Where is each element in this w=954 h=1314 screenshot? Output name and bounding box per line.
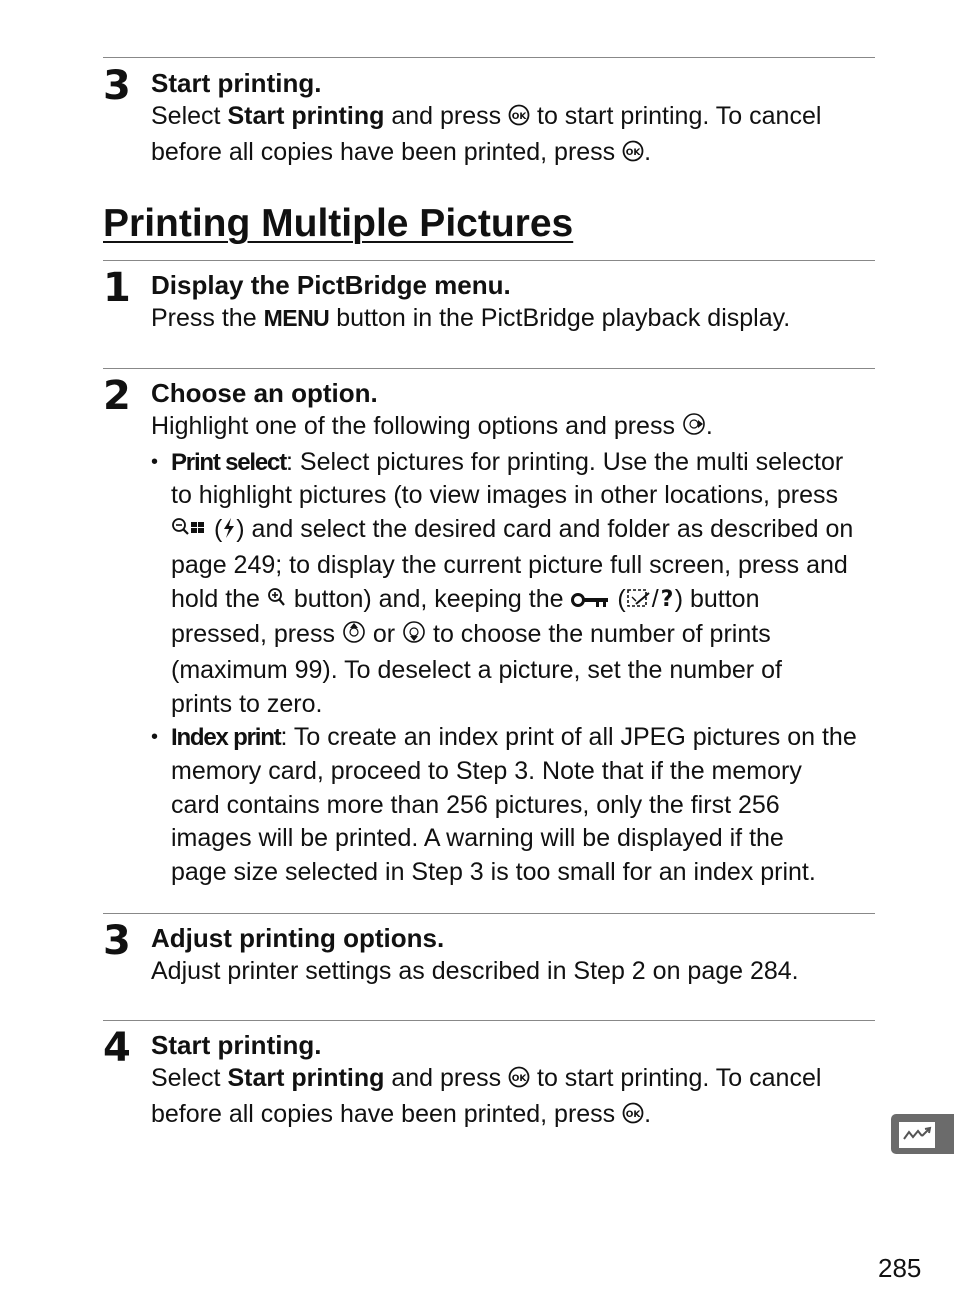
step-number: 3 — [103, 63, 131, 109]
step-choose-option — [103, 373, 875, 890]
tab-connections-icon — [899, 1122, 935, 1148]
step-title: Display the PictBridge menu. — [151, 270, 511, 300]
divider-3 — [103, 913, 875, 914]
svg-text:?: ? — [660, 586, 674, 609]
zoom-in-icon — [267, 585, 287, 619]
retouch-icon — [626, 585, 652, 619]
zoom-out-thumbnail-icon — [171, 515, 207, 549]
option-label: Print select — [171, 448, 286, 476]
step-number: 4 — [103, 1025, 131, 1071]
multi-selector-down-icon — [402, 620, 426, 654]
step-text: Select Start printing and press OK to start printing. To cancel before all copies have been printed, press OK . — [151, 1062, 875, 1133]
divider-top — [103, 57, 875, 58]
step-text: Select Start printing and press OK to start printing. To cancel before all copies have been printed, press OK . — [151, 100, 875, 171]
step-title: Adjust printing options. — [151, 923, 445, 953]
divider-4 — [103, 1020, 875, 1021]
multi-selector-up-icon — [342, 620, 366, 654]
step-number: 1 — [103, 265, 131, 311]
option-label: Index print — [171, 724, 281, 752]
menu-button-icon: MENU — [263, 305, 330, 331]
svg-text:OK: OK — [511, 1074, 527, 1084]
option-list — [151, 446, 875, 890]
chapter-tab — [891, 1114, 954, 1154]
ok-button-icon — [508, 1064, 530, 1098]
list-item: • Print select: Select pictures for printing. Use the multi selector to highlight pictures (to view images in other locations, press ( ) and select the desired card and folder as described on page 249; to display the current picture full screen, press and hold the button) and, keeping the ( / ? ) button pressed, press or to choose the number of prints (maximum 99). To deselect a picture, set the number of prints to zero. — [151, 446, 875, 722]
list-item: • Index print: To create an index print of all JPEG pictures on the memory card, proceed to Step 3. Note that if the memory card contains more than 256 pictures, only the first 256 images will be printed. A warning will be displayed if the page size selected in Step 3 is too small for an index print. — [151, 721, 875, 890]
step-adjust-options — [103, 918, 875, 989]
divider-2 — [103, 368, 875, 369]
svg-text:OK: OK — [625, 1109, 641, 1120]
divider-1 — [103, 260, 875, 261]
ok-button-icon — [508, 102, 530, 136]
step-display-menu — [103, 265, 875, 336]
step-text: Press the MENU button in the PictBridge playback display. — [151, 304, 791, 332]
ok-button-icon — [622, 138, 644, 172]
step-number: 2 — [103, 373, 131, 419]
step-number: 3 — [103, 918, 131, 964]
section-title: Printing Multiple Pictures — [103, 202, 574, 245]
step-text: Adjust printer settings as described in Step 2 on page 284. — [151, 957, 799, 985]
step-text: Highlight one of the following options and press . • Print select: Select pictures for printing. Use the multi selector to highlight pictures (to view images in other locations, press ( ) and select the desired card and folder as described on page 249; to display the current picture full screen, press and hold the button) and, keeping the ( / ? ) button pressed, press or to choose the number of prints (maximum 99). To deselect a picture, set the number of prints to zero. • Index print: To create an index print of all JPEG pictures on the memory card, proceed to Step 3. Note that if the memory card contains more than 256 pictures, only the first 256 images will be printed. A warning will be displayed if the page size selected in Step 3 is too small for an index print. — [151, 410, 875, 890]
step-start-printing-top — [103, 63, 875, 171]
step-title: Start printing. — [151, 1030, 322, 1060]
step-start-printing — [103, 1025, 875, 1133]
step-title: Choose an option. — [151, 378, 378, 408]
help-icon — [659, 585, 675, 619]
page-number: 285 — [878, 1253, 922, 1283]
svg-text:OK: OK — [511, 112, 527, 122]
svg-text:OK: OK — [625, 147, 641, 158]
protect-key-icon — [570, 585, 610, 619]
flash-icon — [222, 515, 236, 549]
step-title: Start printing. — [151, 68, 322, 98]
multi-selector-right-icon — [682, 412, 706, 446]
ok-button-icon — [622, 1100, 644, 1134]
